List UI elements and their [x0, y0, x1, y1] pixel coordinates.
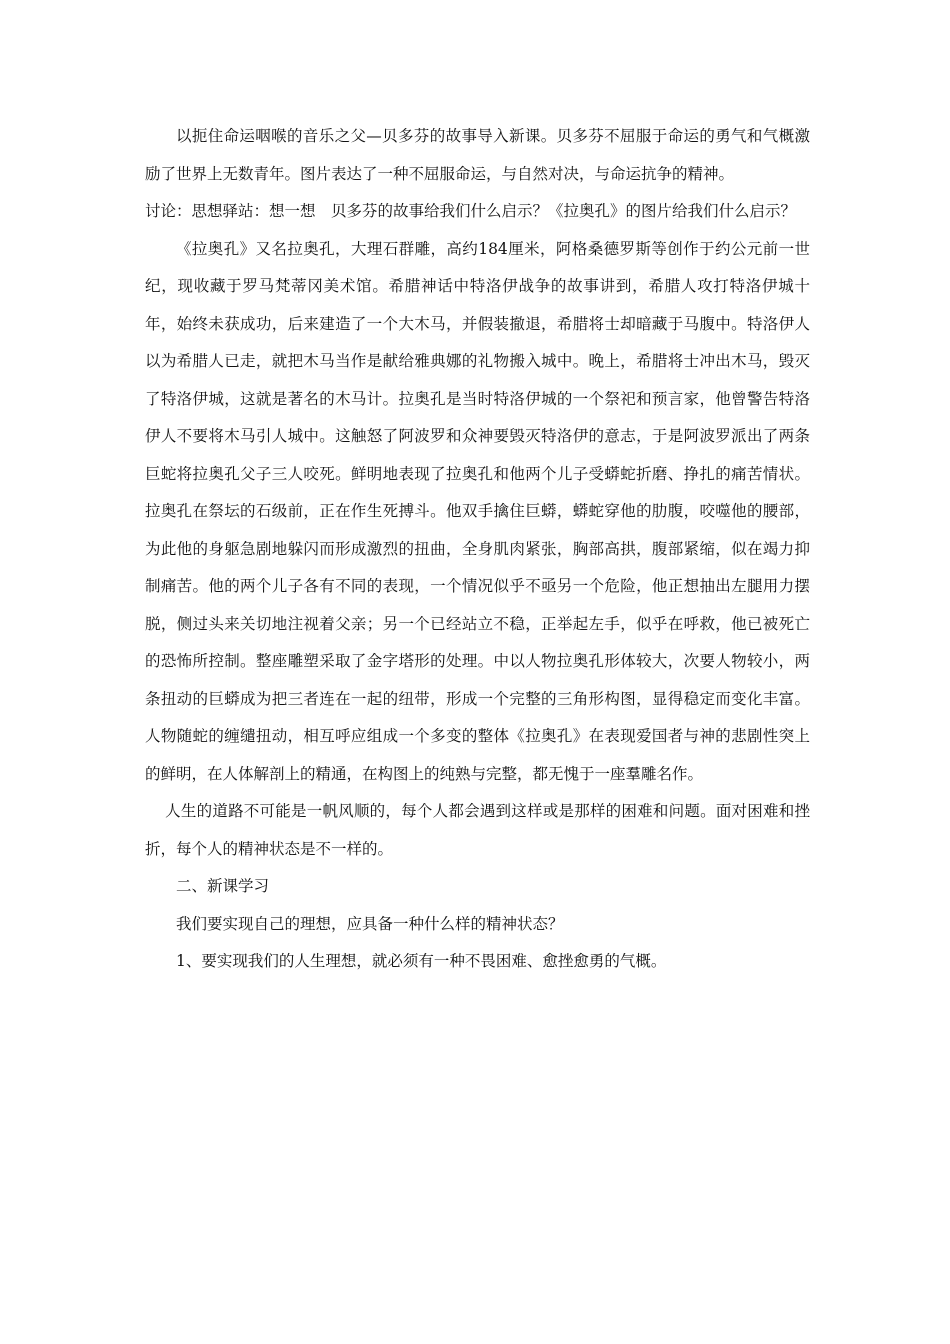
laocoon-description-paragraph: 《拉奥孔》又名拉奥孔，大理石群雕，高约184厘米，阿格桑德罗斯等创作于约公元前一世纪，现收藏于罗马梵蒂冈美术馆。希腊神话中特洛伊战争的故事讲到，希腊人攻打特洛伊城十年，始终未获成功，后来建造了一个大木马，并假装撤退，希腊将士却暗藏于马腹中。特洛伊人以为希腊人已走，就把木马当作是献给雅典娜的礼物搬入城中。晚上，希腊将士冲出木马，毁灭了特洛伊城，这就是著名的木马计。拉奥孔是当时特洛伊城的一个祭祀和预言家，他曾警告特洛伊人不要将木马引人城中。这触怒了阿波罗和众神要毁灭特洛伊的意志，于是阿波罗派出了两条巨蛇将拉奥孔父子三人咬死。鲜明地表现了拉奥孔和他两个儿子受蟒蛇折磨、挣扎的痛苦情状。拉奥孔在祭坛的石级前，正在作生死搏斗。他双手擒住巨蟒，蟒蛇穿他的肋腹，咬噬他的腰部，为此他的身躯急剧地躲闪而形成激烈的扭曲，全身肌肉紧张，胸部高拱，腹部紧缩，似在竭力抑制痛苦。他的两个儿子各有不同的表现，一个情况似乎不亟另一个危险，他正想抽出左腿用力摆脱，侧过头来关切地注视着父亲；另一个已经站立不稳，正举起左手，似乎在呼救，他已被死亡的恐怖所控制。整座雕塑采取了金字塔形的处理。中以人物拉奥孔形体较大，次要人物较小，两条扭动的巨蟒成为把三者连在一起的纽带，形成一个完整的三角形构图，显得稳定而变化丰富。人物随蛇的缠缱扭动，相互呼应组成一个多变的整体《拉奥孔》在表现爱国者与神的悲剧性突上的鲜明，在人体解剖上的精通，在构图上的纯熟与完整，都无愧于一座羣雕名作。 [145, 239, 810, 783]
life-road-paragraph: 人生的道路不可能是一帆风顺的，每个人都会遇到这样或是那样的困难和问题。面对困难和挫折，每个人的精神状态是不一样的。 [145, 802, 810, 858]
document-page [145, 118, 810, 981]
point-one-paragraph: 1、要实现我们的人生理想，就必须有一种不畏困难、愈挫愈勇的气概。 [176, 952, 667, 970]
section-heading-new-lesson: 二、新课学习 [176, 877, 270, 895]
discussion-paragraph: 讨论：思想驿站：想一想 贝多芬的故事给我们什么启示？《拉奥孔》的图片给我们什么启示？ [145, 202, 797, 220]
question-paragraph: 我们要实现自己的理想，应具备一种什么样的精神状态？ [176, 914, 564, 933]
intro-paragraph: 以扼住命运咽喉的音乐之父—贝多芬的故事导入新课。贝多芬不屈服于命运的勇气和气概激励了世界上无数青年。图片表达了一种不屈服命运，与自然对决，与命运抗争的精神。 [145, 127, 810, 183]
